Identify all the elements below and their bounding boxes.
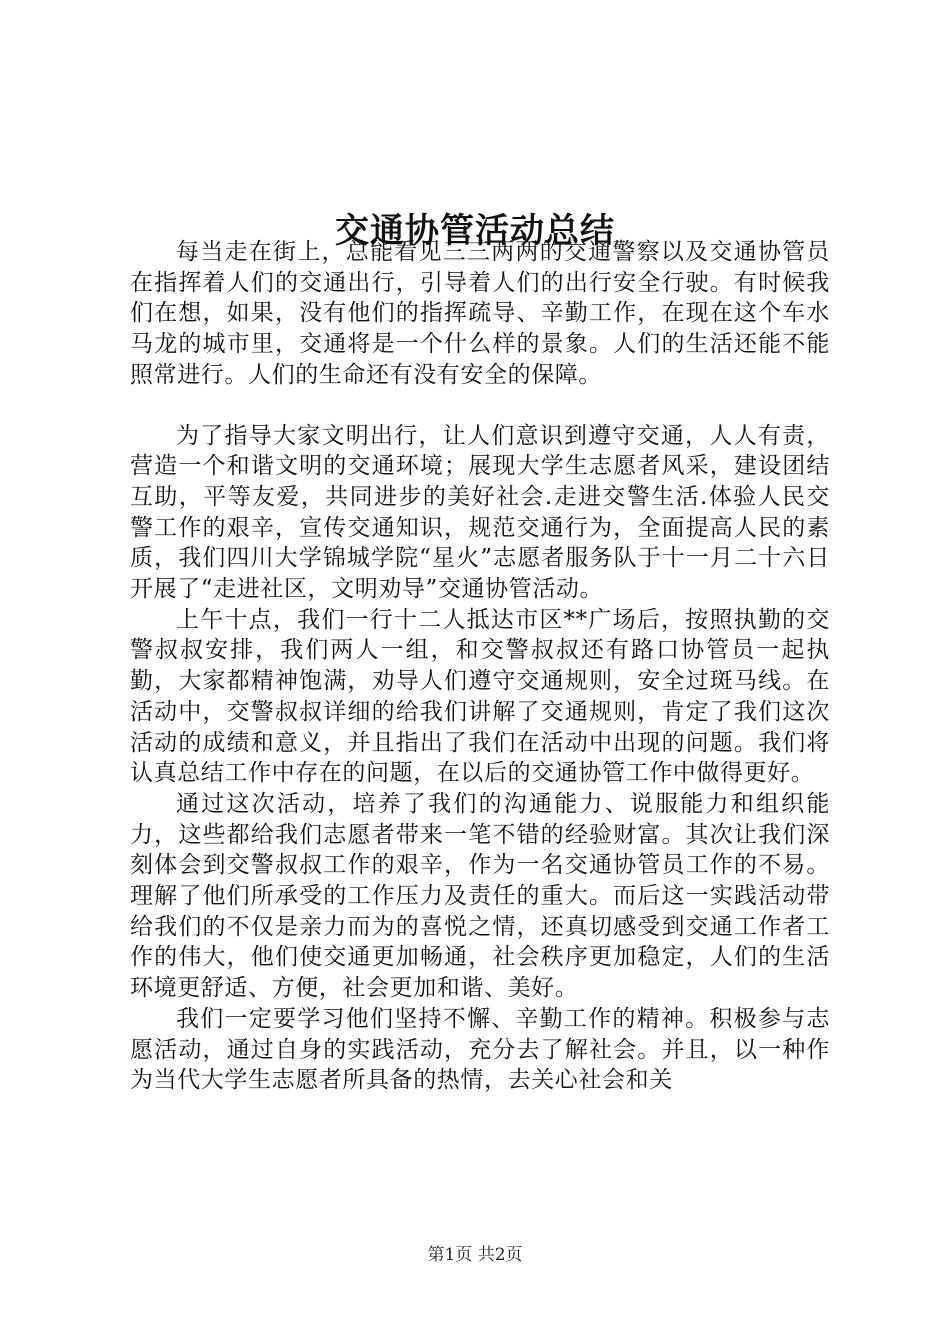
paragraph-5: 我们一定要学习他们坚持不懈、辛勤工作的精神。积极参与志愿活动，通过自身的实践活动，充分去了解社会。并且，以一种作为当代大学生志愿者所具备的热情，去关心社会和关: [130, 1005, 830, 1094]
paragraph-2: 为了指导大家文明出行，让人们意识到遵守交通，人人有责，营造一个和谐文明的交通环境；展现大学生志愿者风采，建设团结互助，平等友爱，共同进步的美好社会.走进交警生活.体验人民交警工作的艰辛，宣传交通知识，规范交通行为，全面提高人民的素质，我们四川大学锦城学院“星火”志愿者服务队于十一月二十六日开展了“走进社区，文明劝导”交通协管活动。: [130, 422, 830, 603]
paragraph-1: 每当走在街上，总能看见三三两两的交通警察以及交通协管员在指挥着人们的交通出行，引导着人们的出行安全行驶。有时候我们在想，如果，没有他们的指挥疏导、辛勤工作，在现在这个车水马龙的城市里，交通将是一个什么样的景象。人们的生活还能不能照常进行。人们的生命还有没有安全的保障。: [130, 239, 830, 388]
paragraph-3: 上午十点，我们一行十二人抵达市区**广场后，按照执勤的交警叔叔安排，我们两人一组，和交警叔叔还有路口协管员一起执勤，大家都精神饱满，劝导人们遵守交通规则，安全过斑马线。在活动中，交警叔叔详细的给我们讲解了交通规则，肯定了我们这次活动的成绩和意义，并且指出了我们在活动中出现的问题。我们将认真总结工作中存在的问题，在以后的交通协管工作中做得更好。: [130, 606, 830, 787]
paragraph-4: 通过这次活动，培养了我们的沟通能力、说服能力和组织能力，这些都给我们志愿者带来一笔不错的经验财富。其次让我们深刻体会到交警叔叔工作的艰辛，作为一名交通协管员工作的不易。理解了他们所承受的工作压力及责任的重大。而后这一实践活动带给我们的不仅是亲力而为的喜悦之情，还真切感受到交通工作者工作的伟大，他们使交通更加畅通，社会秩序更加稳定，人们的生活环境更舒适、方便，社会更加和谐、美好。: [130, 790, 830, 1002]
document-body: [130, 237, 830, 1096]
page-number-footer: 第1页 共2页: [427, 1245, 523, 1265]
document-title: 交通协管活动总结: [335, 210, 615, 251]
